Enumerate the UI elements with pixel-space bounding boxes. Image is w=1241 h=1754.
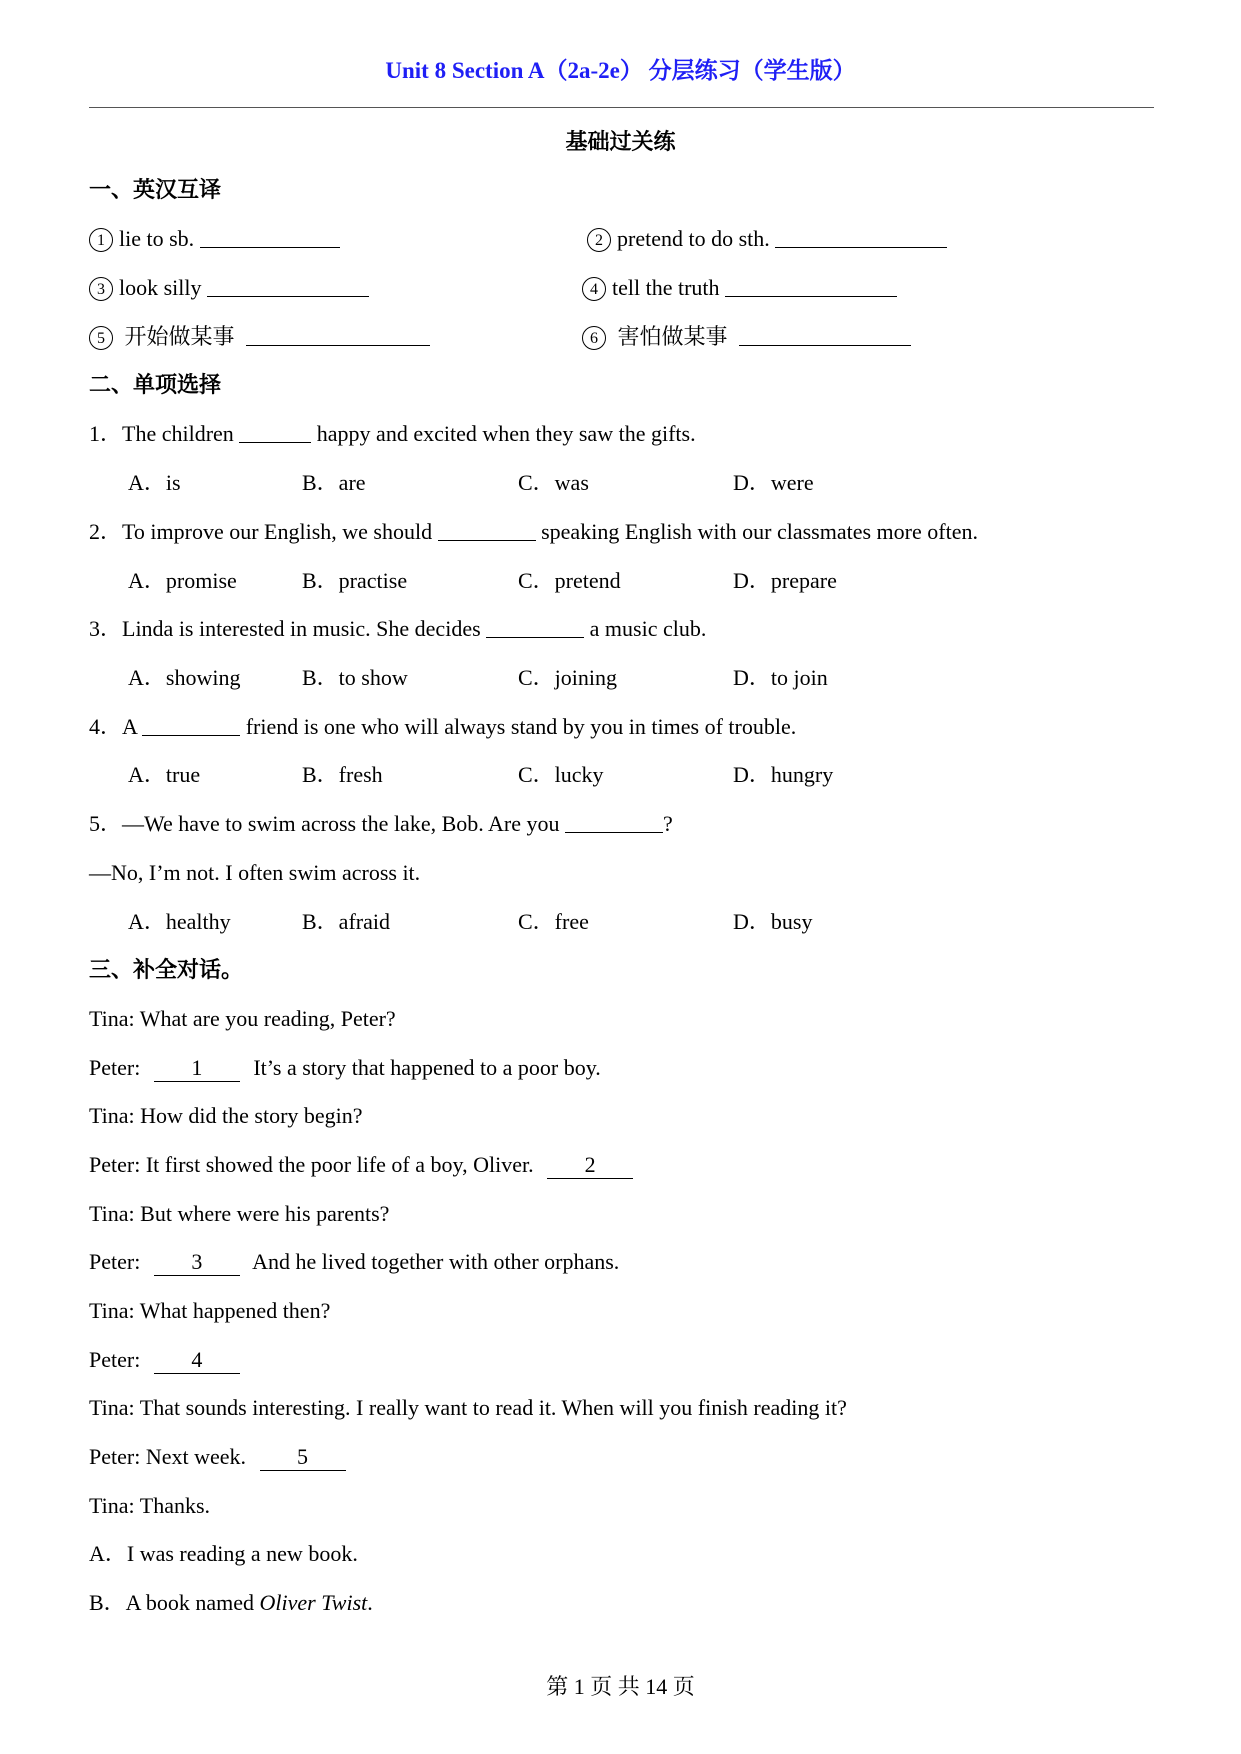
dialog-line <box>89 1053 601 1083</box>
question-1 <box>89 419 696 449</box>
option-a[interactable]: A．healthy <box>128 909 231 934</box>
option-d[interactable]: D．busy <box>733 909 813 934</box>
option-b[interactable]: B．fresh <box>302 762 383 787</box>
dialog-text: Peter: <box>89 1055 146 1080</box>
option-d[interactable]: D．to join <box>733 665 828 690</box>
dialog-blank-3[interactable]: 3 <box>154 1249 240 1276</box>
question-stem: friend is one who will always stand by you in times of trouble. <box>240 714 797 739</box>
choice-a[interactable]: A．I was reading a new book. <box>89 1541 358 1566</box>
option-a[interactable]: A．is <box>128 470 181 495</box>
option-b[interactable]: B．afraid <box>302 909 390 934</box>
item-text: 害怕做某事 <box>617 324 728 349</box>
item-text: look silly <box>119 275 202 300</box>
section3-heading: 三、补全对话。 <box>89 957 244 982</box>
circled-number: 6 <box>582 326 606 350</box>
answer-blank[interactable] <box>438 518 536 541</box>
choice-b[interactable] <box>89 1588 373 1618</box>
dialog-line: Tina: How did the story begin? <box>89 1103 363 1128</box>
dialog-blank-4[interactable]: 4 <box>154 1347 240 1374</box>
dialog-blank-1[interactable]: 1 <box>154 1055 240 1082</box>
question-stem: 2．To improve our English, we should <box>89 519 438 544</box>
question-2 <box>89 517 978 547</box>
answer-blank[interactable] <box>725 274 897 297</box>
option-c[interactable]: C．joining <box>518 665 618 690</box>
section1-heading: 一、英汉互译 <box>89 177 222 202</box>
translation-item-3 <box>89 273 369 303</box>
answer-blank[interactable] <box>239 420 311 443</box>
page-footer: 第 1 页 共 14 页 <box>546 1674 695 1699</box>
option-d[interactable]: D．hungry <box>733 762 834 787</box>
translation-item-1 <box>89 224 340 254</box>
answer-blank[interactable] <box>739 323 911 346</box>
dialog-text: Peter: <box>89 1249 146 1274</box>
dialog-line <box>89 1247 619 1277</box>
dialog-line <box>89 1345 248 1375</box>
dialog-text: And he lived together with other orphans. <box>247 1249 620 1274</box>
question-4 <box>89 712 796 742</box>
dialog-line <box>89 1150 641 1180</box>
answer-blank[interactable] <box>207 274 369 297</box>
dialog-line: Tina: But where were his parents? <box>89 1201 390 1226</box>
dialog-line: Tina: What happened then? <box>89 1298 331 1323</box>
question-stem: ? <box>663 811 673 836</box>
book-title: Oliver Twist <box>259 1590 368 1615</box>
question-stem: 4．A <box>89 714 143 739</box>
circled-number: 4 <box>582 277 606 301</box>
option-d[interactable]: D．were <box>733 470 814 495</box>
item-text: lie to sb. <box>119 226 195 251</box>
option-b[interactable]: B．are <box>302 470 366 495</box>
question-stem: 1．The children <box>89 421 240 446</box>
circled-number: 1 <box>89 228 113 252</box>
dialog-line <box>89 1442 354 1472</box>
question-stem: speaking English with our classmates more often. <box>535 519 978 544</box>
dialog-blank-2[interactable]: 2 <box>547 1152 633 1179</box>
dialog-text: Peter: It first showed the poor life of a boy, Oliver. <box>89 1152 540 1177</box>
dialog-text: Peter: <box>89 1347 146 1372</box>
choice-text: . <box>367 1590 373 1615</box>
answer-blank[interactable] <box>246 323 430 346</box>
answer-blank[interactable] <box>486 615 584 638</box>
page-title: Unit 8 Section A（2a-2e） 分层练习（学生版） <box>385 58 856 83</box>
section2-heading: 二、单项选择 <box>89 372 222 397</box>
question-stem: a music club. <box>584 616 707 641</box>
option-a[interactable]: A．true <box>128 762 201 787</box>
answer-blank[interactable] <box>200 225 340 248</box>
answer-blank[interactable] <box>142 713 240 736</box>
option-c[interactable]: C．lucky <box>518 762 604 787</box>
circled-number: 3 <box>89 277 113 301</box>
item-text: pretend to do sth. <box>617 226 770 251</box>
option-c[interactable]: C．free <box>518 909 589 934</box>
dialog-line: Tina: Thanks. <box>89 1493 211 1518</box>
header-divider <box>89 107 1154 108</box>
dialog-line: Tina: That sounds interesting. I really want to read it. When will you finish reading it? <box>89 1395 847 1420</box>
translation-item-4 <box>582 273 897 303</box>
question-stem: 3．Linda is interested in music. She decides <box>89 616 487 641</box>
translation-item-2 <box>587 224 947 254</box>
item-text: 开始做某事 <box>124 324 235 349</box>
question-5 <box>89 809 673 839</box>
question-5-reply: —No, I’m not. I often swim across it. <box>89 860 421 885</box>
answer-blank[interactable] <box>565 810 663 833</box>
dialog-line: Tina: What are you reading, Peter? <box>89 1006 396 1031</box>
option-d[interactable]: D．prepare <box>733 568 837 593</box>
level-title: 基础过关练 <box>565 129 676 154</box>
dialog-text: It’s a story that happened to a poor boy. <box>247 1055 601 1080</box>
circled-number: 5 <box>89 326 113 350</box>
question-stem: happy and excited when they saw the gifts. <box>311 421 696 446</box>
option-b[interactable]: B．to show <box>302 665 408 690</box>
option-a[interactable]: A．promise <box>128 568 237 593</box>
translation-item-5 <box>89 322 430 352</box>
option-c[interactable]: C．pretend <box>518 568 621 593</box>
translation-item-6 <box>582 322 911 352</box>
dialog-blank-5[interactable]: 5 <box>260 1444 346 1471</box>
choice-text: B．A book named <box>89 1590 260 1615</box>
dialog-text: Peter: Next week. <box>89 1444 252 1469</box>
item-text: tell the truth <box>612 275 720 300</box>
question-3 <box>89 614 706 644</box>
option-c[interactable]: C．was <box>518 470 589 495</box>
question-stem: 5．—We have to swim across the lake, Bob. Are you <box>89 811 566 836</box>
option-a[interactable]: A．showing <box>128 665 241 690</box>
circled-number: 2 <box>587 228 611 252</box>
answer-blank[interactable] <box>775 225 947 248</box>
option-b[interactable]: B．practise <box>302 568 408 593</box>
